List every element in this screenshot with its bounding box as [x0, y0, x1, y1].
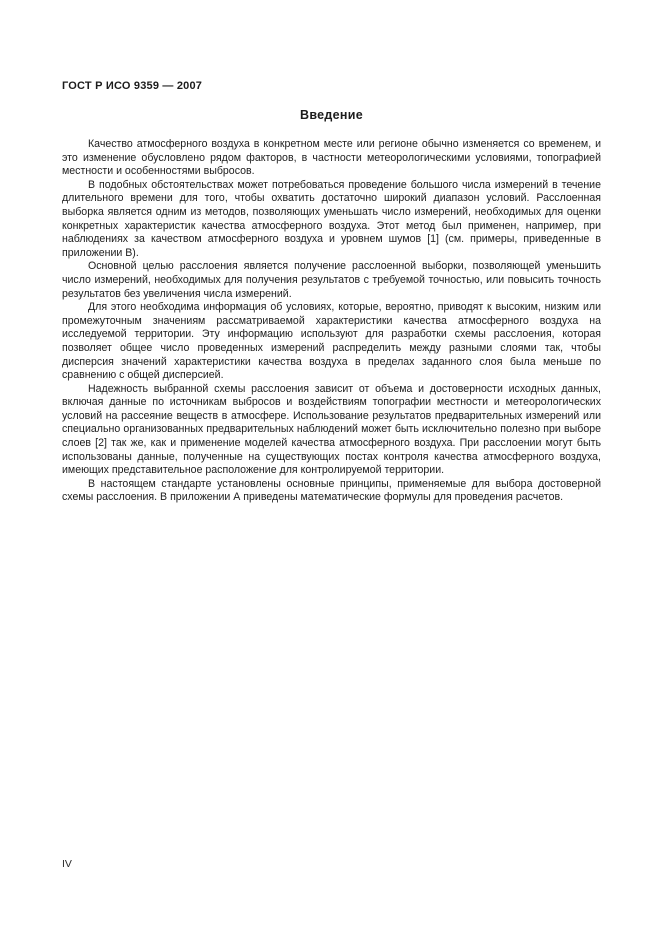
introduction-body — [62, 138, 601, 505]
paragraph: Надежность выбранной схемы расслоения зависит от объема и достоверности исходных данных, включая данные по источникам выбросов и воздействиям топографии местности и метеорологических условий на рассеяние веществ в атмосфере. Использование результатов предварительных измерений или специально организованных предварительных наблюдений может быть исключительно полезно при выборе слоев [2] так же, как и применение моделей качества атмосферного воздуха. При расслоении могут быть использованы данные, полученные на существующих постах контроля качества атмосферного воздуха, имеющих представительное расположение для контролируемой территории. — [62, 382, 601, 477]
paragraph: Для этого необходима информация об условиях, которые, вероятно, приводят к высоким, низким или промежуточным значениям рассматриваемой характеристики качества атмосферного воздуха на исследуемой территории. Эту информацию используют для разработки схемы расслоения, которая позволяет общее число проведенных измерений распределить между разными слоями так, чтобы дисперсия значений характеристики качества воздуха в пределах заданного слоя была меньше по сравнению с общей дисперсией. — [62, 301, 601, 382]
paragraph: В подобных обстоятельствах может потребоваться проведение большого числа измерений в течение длительного времени для того, чтобы охватить достаточно широкий диапазон условий. Расслоенная выборка является одним из методов, позволяющих уменьшать число измерений, необходимых для оценки конкретных характеристик качества атмосферного воздуха. Этот метод был применен, например, при наблюдениях за качеством атмосферного воздуха и уровнем шумов [1] (см. примеры, приведенные в приложении В). — [62, 178, 601, 259]
paragraph: В настоящем стандарте установлены основные принципы, применяемые для выбора достоверной схемы расслоения. В приложении А приведены математические формулы для проведения расчетов. — [62, 477, 601, 504]
paragraph: Качество атмосферного воздуха в конкретном месте или регионе обычно изменяется со временем, и это изменение обусловлено рядом факторов, в частности метеорологическими условиями, топографией местности и особенностями выбросов. — [62, 138, 601, 178]
section-title: Введение — [300, 108, 363, 122]
paragraph: Основной целью расслоения является получение расслоенной выборки, позволяющей уменьшить число измерений, необходимых для получения результатов с требуемой точностью, или повысить точность результатов без увеличения числа измерений. — [62, 260, 601, 300]
page-number: IV — [62, 858, 72, 870]
standard-designation-header: ГОСТ Р ИСО 9359 — 2007 — [62, 80, 203, 92]
